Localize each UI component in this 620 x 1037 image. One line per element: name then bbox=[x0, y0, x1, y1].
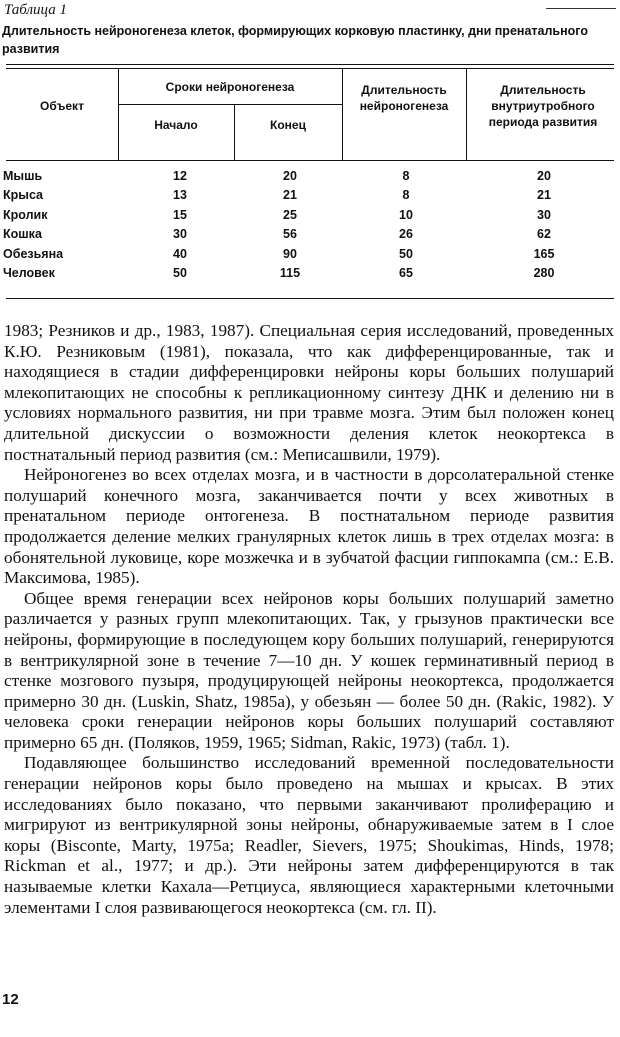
paragraph: Общее время генерации всех нейронов коры больших полушарий заметно различается у разных групп млекопитающих. Так, у грызунов практически все нейроны, формирующие в последующем кору больших полушарий, генерируются в вентрикулярной зоне в течение 7—10 дн. У кошек герминативный период в стенке мозгового пузыря, продуцирующей нейроны неокортекса, продолжается примерно 30 дн. (Luskin, Shatz, 1985a), у обезьян — более 50 дн. (Rakic, 1982). У человека сроки генерации нейронов коры больших полушарий составляют примерно 65 дн. (Поляков, 1959, 1965; Sidman, Rakic, 1973) (табл. 1). bbox=[4, 588, 614, 752]
cell-duration: 50 bbox=[399, 246, 413, 261]
header-bottom-rule bbox=[6, 160, 614, 161]
table-row bbox=[0, 206, 620, 225]
cell-intrauterine: 21 bbox=[537, 188, 551, 203]
cell-end: 25 bbox=[283, 207, 297, 222]
row-label: Мышь bbox=[3, 169, 43, 183]
row-label: Крыса bbox=[3, 188, 43, 203]
header-intrauterine: Длительность внутриутробного периода развития bbox=[488, 83, 598, 129]
table-title: Длительность нейроногенеза клеток, формирующих корковую пластинку, дни пренатального развития bbox=[2, 24, 588, 56]
header-timing: Сроки нейроногенеза bbox=[165, 80, 295, 94]
header-object: Объект bbox=[40, 99, 84, 113]
cell-duration: 26 bbox=[399, 227, 413, 242]
cell-start: 50 bbox=[173, 266, 187, 280]
cell-start: 15 bbox=[173, 207, 187, 222]
row-label: Человек bbox=[3, 266, 55, 280]
header-duration: Длительность нейроногенеза bbox=[359, 83, 449, 113]
cell-start: 13 bbox=[173, 188, 187, 203]
subheader-rule bbox=[118, 104, 342, 105]
row-label: Обезьяна bbox=[3, 246, 64, 261]
cell-end: 56 bbox=[283, 227, 297, 242]
cell-intrauterine: 30 bbox=[537, 207, 551, 222]
cell-duration: 8 bbox=[402, 169, 410, 183]
header-start: Начало bbox=[154, 118, 198, 132]
cell-end: 20 bbox=[283, 169, 297, 183]
cell-intrauterine: 165 bbox=[533, 246, 555, 261]
cell-end: 90 bbox=[283, 246, 297, 261]
row-label: Кролик bbox=[3, 207, 48, 222]
table-row bbox=[0, 264, 620, 283]
header-end: Конец bbox=[270, 118, 306, 132]
paragraph: 1983; Резников и др., 1983, 1987). Специальная серия исследований, проведенных К.Ю. Резниковым (1981), показала, что как дифференцированные, так и находящиеся в стадии дифференцировки нейроны коры больших полушарий млекопитающих не способны к репликационному синтезу ДНК и делению ни в условиях нормального развития, ни при травме мозга. Этим был положен конец длительной дискуссии о возможности деления клеток неокортекса в постнатальный период развития (см.: Меписашвили, 1979). bbox=[4, 321, 614, 464]
table-top-rule-double bbox=[6, 68, 614, 69]
paragraph: Нейроногенез во всех отделах мозга, и в частности в дорсолатеральной стенке полушарий конечного мозга, заканчивается почти у всех животных в пренатальном периоде онтогенеза. В постнатальном периоде развития продолжается деление мелких гранулярных клеток лишь в трех отделах мозга: в обонятельной луковице, коре мозжечка и в зубчатой фасции гиппокампа (см.: Е.В. Максимова, 1985). bbox=[4, 465, 614, 588]
cell-start: 12 bbox=[173, 169, 187, 183]
col-divider bbox=[466, 68, 467, 160]
paragraph: Подавляющее большинство исследований временной последовательности генерации нейронов коры было проведено на мышах и крысах. В этих исследованиях было показано, что первыми заканчивают пролиферацию и мигрируют из вентрикулярной зоны нейроны, обнаруживаемые затем в I слое коры (Bisconte, Marty, 1975a; Readler, Sievers, 1975; Shoukimas, Hinds, 1978; Rickman et al., 1977; и др.). Эти нейроны затем дифференцируются в так называемые клетки Кахала—Ретциуса, являющиеся характерными клеточными элементами I слоя развивающегося неокортекса (см. гл. II). bbox=[4, 753, 614, 917]
cell-intrauterine: 62 bbox=[537, 227, 551, 242]
cell-start: 30 bbox=[173, 227, 187, 242]
cell-end: 115 bbox=[279, 266, 301, 280]
table-label: Таблица 1 bbox=[4, 2, 67, 18]
table-top-rule bbox=[6, 64, 614, 65]
cell-start: 40 bbox=[173, 246, 187, 261]
col-divider bbox=[342, 68, 343, 160]
table-row bbox=[0, 186, 620, 205]
cell-duration: 65 bbox=[399, 266, 413, 280]
table-bottom-rule bbox=[6, 298, 614, 299]
row-label: Кошка bbox=[3, 227, 42, 242]
cell-duration: 10 bbox=[399, 207, 413, 222]
cell-intrauterine: 280 bbox=[533, 266, 555, 280]
cell-end: 21 bbox=[283, 188, 297, 203]
cell-intrauterine: 20 bbox=[537, 169, 551, 183]
table-row bbox=[0, 225, 620, 244]
table-row bbox=[0, 167, 620, 186]
top-rule bbox=[546, 8, 616, 9]
table-row bbox=[0, 245, 620, 264]
body-text bbox=[4, 321, 614, 918]
page-number: 12 bbox=[2, 991, 19, 1008]
cell-duration: 8 bbox=[402, 188, 410, 203]
